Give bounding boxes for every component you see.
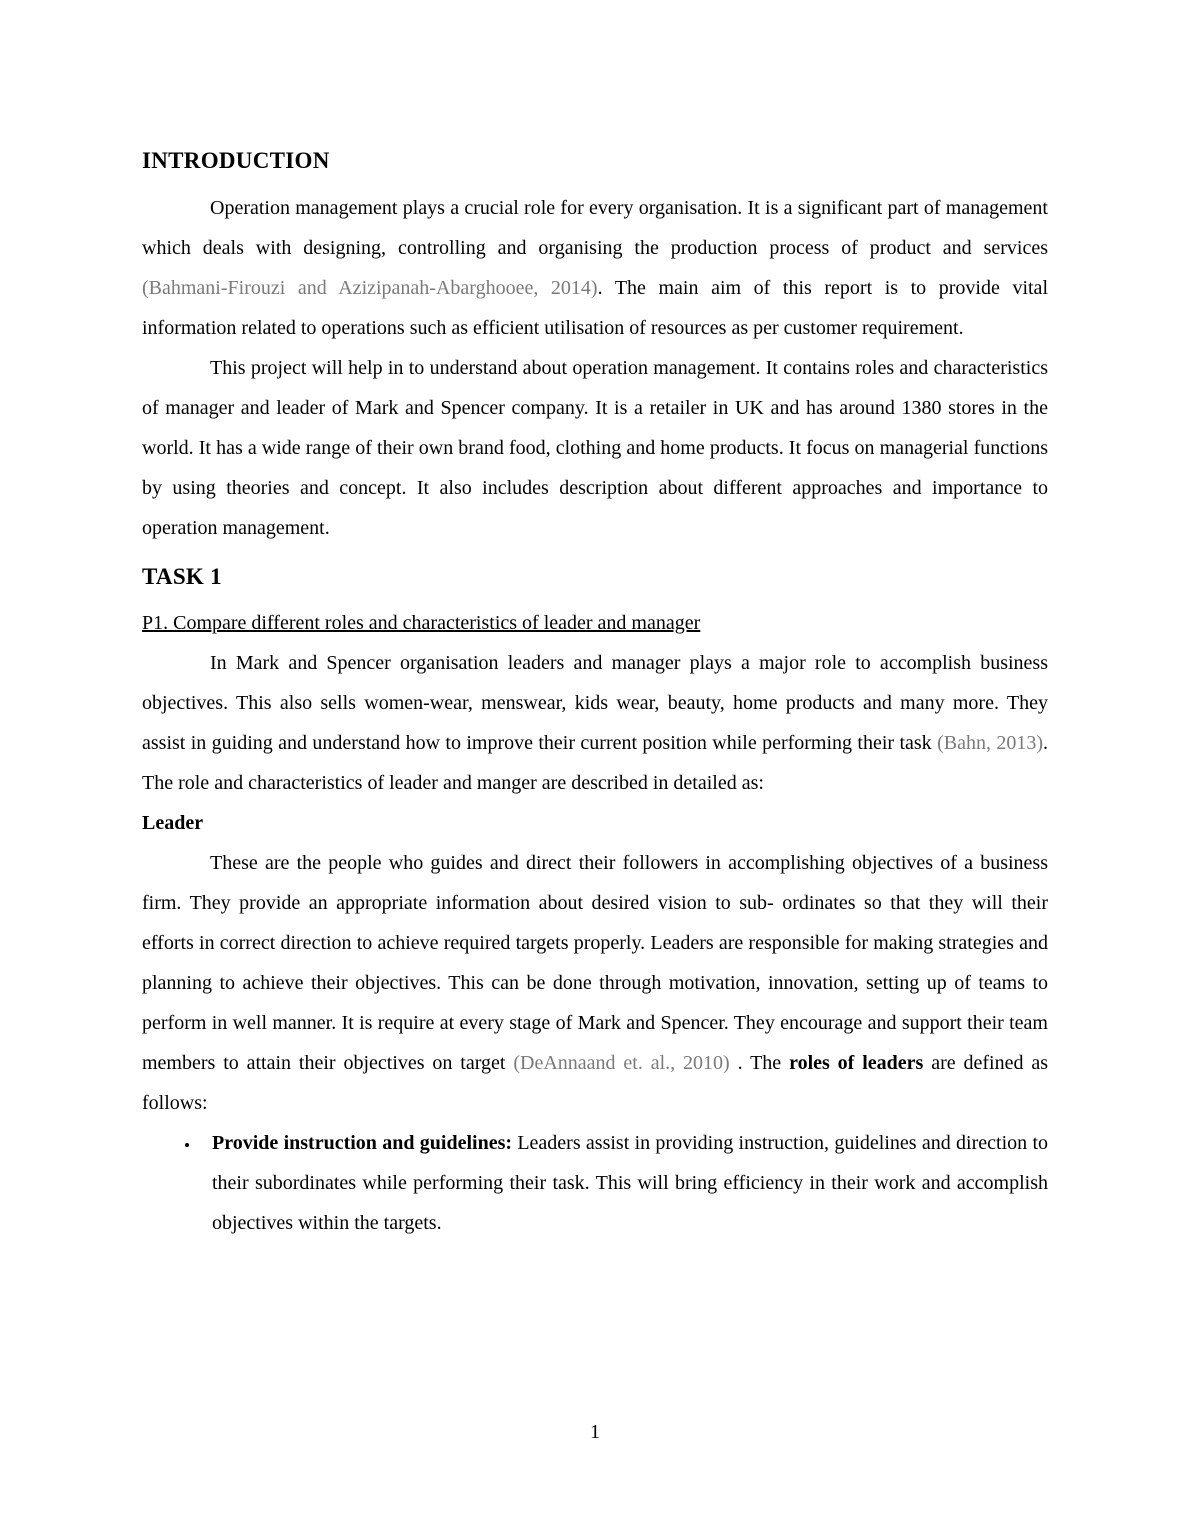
roles-bullet-list bbox=[142, 1123, 1048, 1243]
text-run: . The bbox=[729, 1052, 790, 1074]
text-run: This project will help in to understand about operation management. It contains roles and characteristics of manager and leader of Mark and Spencer company. It is a retailer in UK and has around 1380 stores in the world. It has a wide range of their own brand food, clothing and home products. It focus on managerial functions by using theories and concept. It also includes description about different approaches and importance to operation management. bbox=[142, 357, 1048, 539]
text-run: In Mark and Spencer organisation leaders and manager plays a major role to accomplish business objectives. This also sells women-wear, menswear, kids wear, beauty, home products and many more. They assist in guiding and understand how to improve their current position while performing their task bbox=[142, 652, 1048, 754]
paragraph-intro-1 bbox=[142, 188, 1048, 348]
paragraph-p1-1 bbox=[142, 643, 1048, 803]
bullet-title: Provide instruction and guidelines: bbox=[212, 1132, 513, 1154]
text-run: are defined as follows: bbox=[142, 1052, 1048, 1114]
text-run: Operation management plays a crucial role for every organisation. It is a significant part of management which deals with designing, controlling and organising the production process of product and services bbox=[142, 197, 1048, 259]
bullet-provide-instruction bbox=[200, 1123, 1048, 1243]
text-run: . The main aim of this report is to provide vital information related to operations such as efficient utilisation of resources as per customer requirement. bbox=[142, 277, 1048, 339]
heading-p1-compare-roles: P1. Compare different roles and characteristics of leader and manager bbox=[142, 612, 701, 634]
paragraph-leader bbox=[142, 843, 1048, 1123]
heading-task-1: TASK 1 bbox=[142, 564, 222, 589]
bold-run-roles-of-leaders: roles of leaders bbox=[789, 1052, 924, 1074]
paragraph-intro-2 bbox=[142, 348, 1048, 548]
text-run: These are the people who guides and direct their followers in accomplishing objectives of a business firm. They provide an appropriate information about desired vision to sub- ordinates so that they will their efforts in correct direction to achieve required targets properly. Leaders are responsible for making strategies and planning to achieve their objectives. This can be done through motivation, innovation, setting up of teams to perform in well manner. It is require at every stage of Mark and Spencer. They encourage and support their team members to attain their objectives on target bbox=[142, 852, 1048, 1074]
text-run: . The role and characteristics of leader and manger are described in detailed as: bbox=[142, 732, 1048, 794]
page-number: 1 bbox=[590, 1421, 600, 1443]
citation-bahmani-2014: (Bahmani-Firouzi and Azizipanah-Abarghooee, 2014) bbox=[142, 277, 598, 299]
text-run: Leaders assist in providing instruction, guidelines and direction to their subordinates while performing their task. This will bring efficiency in their work and accomplish objectives within the targets. bbox=[212, 1132, 1048, 1234]
heading-leader: Leader bbox=[142, 812, 204, 834]
citation-deannaand-2010: (DeAnnaand et. al., 2010) bbox=[513, 1052, 730, 1074]
heading-introduction: INTRODUCTION bbox=[142, 148, 330, 173]
citation-bahn-2013: (Bahn, 2013) bbox=[937, 732, 1043, 754]
